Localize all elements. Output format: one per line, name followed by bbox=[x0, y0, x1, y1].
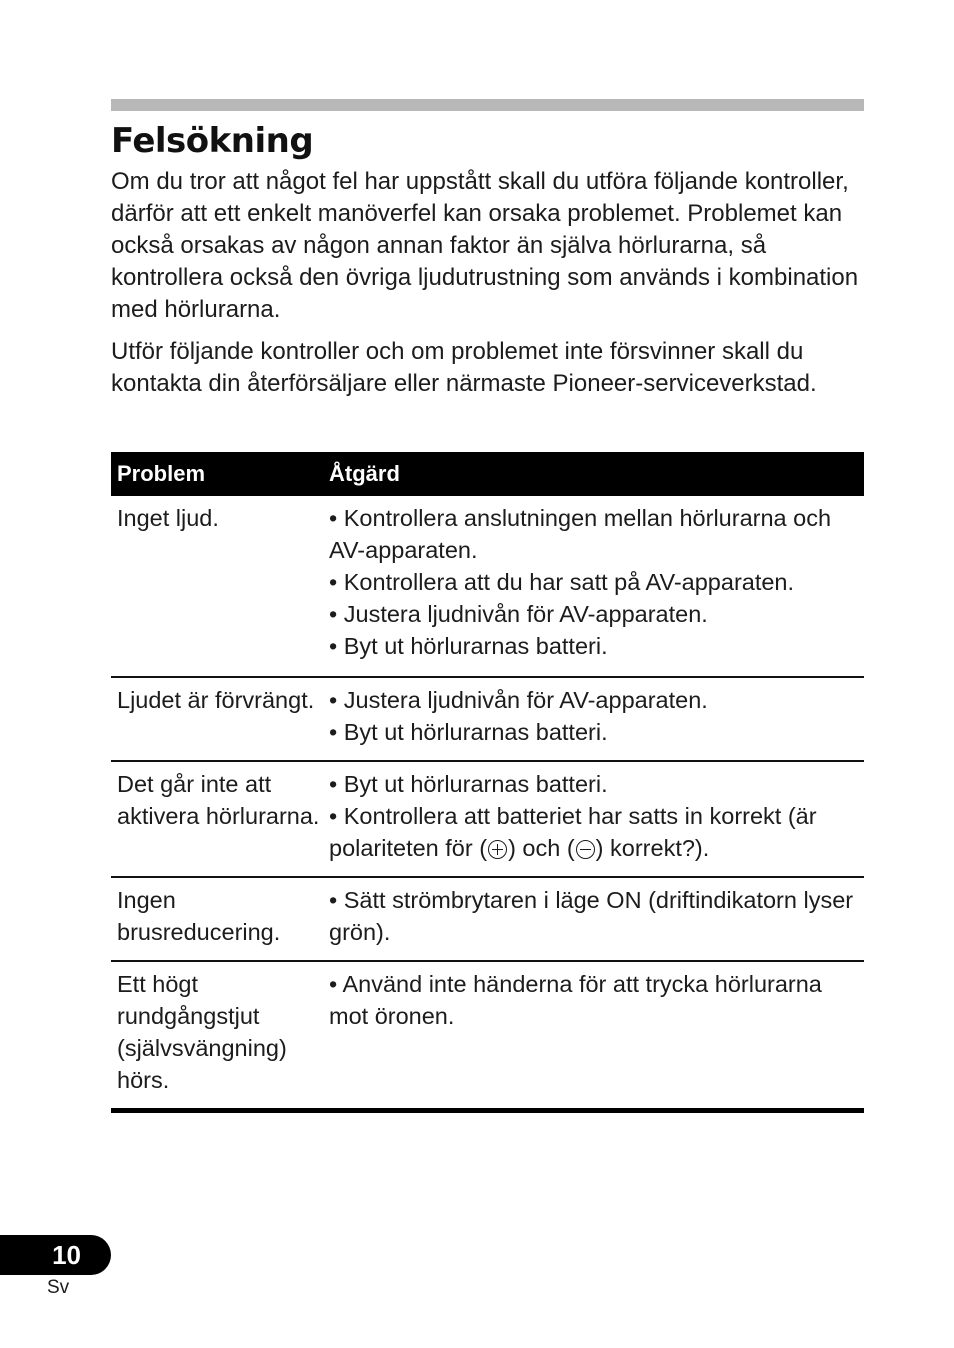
minus-circle-icon bbox=[576, 840, 595, 859]
action-item: • Använd inte händerna för att trycka hörlurarna mot öronen. bbox=[329, 971, 822, 1029]
action-cell bbox=[329, 962, 864, 1108]
action-item: • Byt ut hörlurarnas batteri. bbox=[329, 719, 608, 745]
action-item: • Kontrollera anslutningen mellan hörlurarna och AV-apparaten. bbox=[329, 505, 832, 563]
page-number-tab: 10 bbox=[0, 1235, 111, 1275]
action-cell bbox=[329, 678, 864, 760]
header-problem: Problem bbox=[117, 461, 206, 486]
problem-cell: Ingen brusreducering. bbox=[117, 887, 281, 945]
table-row bbox=[111, 760, 864, 876]
polarity-text-prefix: • Kontrollera att batteriet har satts in korrekt (är polariteten för ( bbox=[329, 803, 817, 861]
table-bottom-rule bbox=[111, 1108, 864, 1113]
action-item: • Justera ljudnivån för AV-apparaten. bbox=[329, 687, 708, 713]
plus-circle-icon bbox=[488, 840, 507, 859]
problem-cell: Det går inte att aktivera hörlurarna. bbox=[117, 771, 320, 829]
page-title: Felsökning bbox=[111, 121, 314, 161]
problem-cell: Ljudet är förvrängt. bbox=[117, 687, 315, 713]
problem-cell: Ett högt rundgångstjut (självsvängning) hörs. bbox=[117, 971, 287, 1093]
intro-paragraph-1: Om du tror att något fel har uppstått skall du utföra följande kontroller, därför att ett enkelt manöverfel kan orsaka problemet. Problemet kan också orsakas av någon annan faktor än själva hörlurarna, så kontrollera också den övriga ljudutrustning som används i kombination med hörlurarna. bbox=[111, 168, 859, 323]
table-header bbox=[111, 452, 864, 496]
table-row bbox=[111, 876, 864, 960]
language-code: Sv bbox=[47, 1277, 70, 1298]
action-cell bbox=[329, 496, 864, 676]
table-row bbox=[111, 496, 864, 676]
polarity-text-suffix: ) korrekt?). bbox=[595, 835, 710, 861]
table-row bbox=[111, 676, 864, 760]
section-header-bar bbox=[111, 99, 864, 111]
header-action: Åtgärd bbox=[329, 461, 400, 486]
polarity-text-middle: ) och ( bbox=[508, 835, 575, 861]
action-item: • Byt ut hörlurarnas batteri. bbox=[329, 633, 608, 659]
problem-cell: Inget ljud. bbox=[117, 505, 219, 531]
action-item: • Justera ljudnivån för AV-apparaten. bbox=[329, 601, 708, 627]
action-item-polarity bbox=[329, 800, 860, 864]
troubleshooting-table bbox=[111, 452, 864, 1113]
action-item: • Kontrollera att du har satt på AV-apparaten. bbox=[329, 569, 795, 595]
action-item: • Sätt strömbrytaren i läge ON (driftindikatorn lyser grön). bbox=[329, 887, 854, 945]
intro-paragraph-2: Utför följande kontroller och om problemet inte försvinner skall du kontakta din återförsäljare eller närmaste Pioneer-serviceverkstad. bbox=[111, 338, 817, 397]
action-cell bbox=[329, 762, 864, 876]
action-item: • Byt ut hörlurarnas batteri. bbox=[329, 771, 608, 797]
action-cell bbox=[329, 878, 864, 960]
table-row bbox=[111, 960, 864, 1108]
